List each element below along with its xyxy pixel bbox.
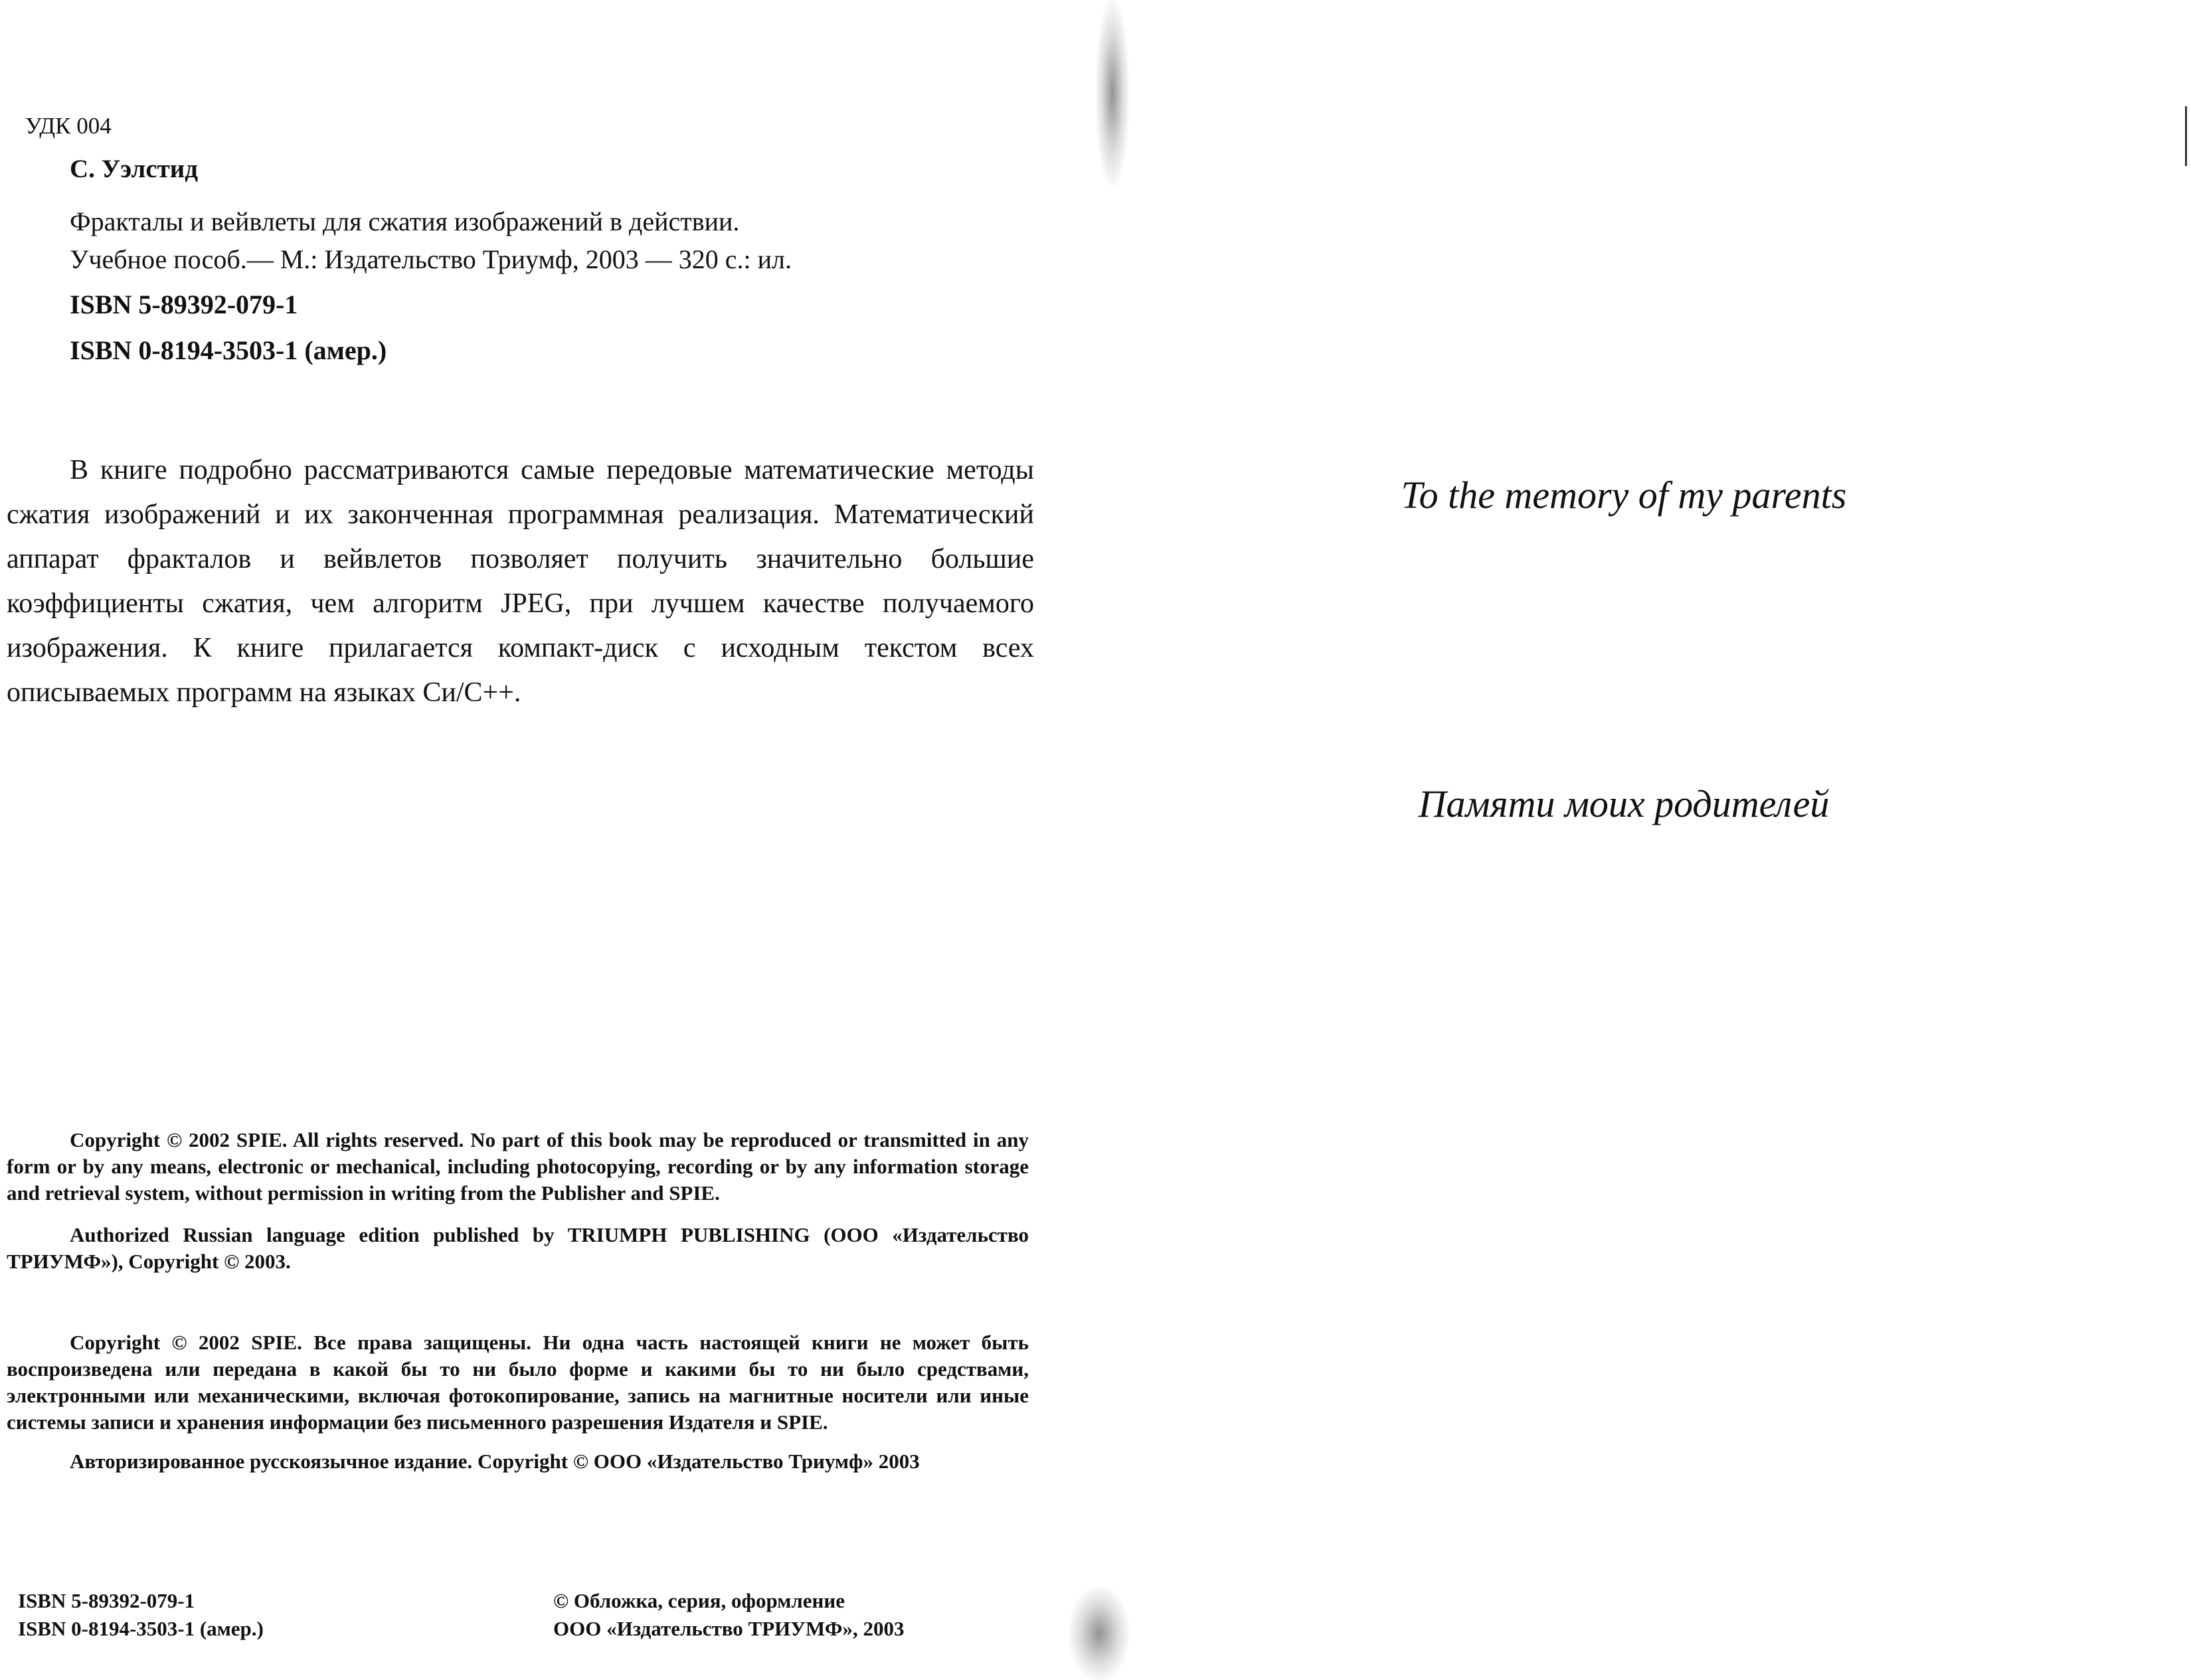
footer-cover-credit bbox=[553, 1587, 904, 1643]
title-line: Учебное пособ.— М.: Издательство Триумф, 2003 — 320 с.: ил. bbox=[70, 244, 792, 274]
footer-isbn-us: ISBN 0-8194-3503-1 (амер.) bbox=[18, 1617, 264, 1640]
scan-artifact-top bbox=[1096, 0, 1129, 186]
abstract-paragraph: В книге подробно рассматриваются самые передовые математические методы сжатия изображений и их законченная программная реализация. Математический аппарат фракталов и вейвлетов позволяет получить значительно большие коэффициенты сжатия, чем алгоритм JPEG, при лучшем качестве получаемого изображения. К книге прилагается компакт-диск с исходным текстом всех описываемых программ на языках Си/С++. bbox=[7, 455, 1034, 708]
footer-isbn-ru: ISBN 5-89392-079-1 bbox=[18, 1589, 195, 1612]
authorized-edition-russian: Авторизированное русскоязычное издание. Copyright © ООО «Издательство Триумф» 2003 bbox=[70, 1450, 920, 1473]
title-line: Фракталы и вейвлеты для сжатия изображений в действии. bbox=[70, 207, 740, 236]
copyright-russian: Copyright © 2002 SPIE. Все права защищены. Ни одна часть настоящей книги не может быть воспроизведена или передана в какой бы то ни было форме и какими бы то ни было средствами, электронными или механическими, включая фотокопирование, запись на магнитные носители или иные системы записи и хранения информации без письменного разрешения Издателя и SPIE. bbox=[7, 1331, 1029, 1434]
copyright-english: Copyright © 2002 SPIE. All rights reserved. No part of this book may be reproduced or transmitted in any form or by any means, electronic or mechanical, including photocopying, recording or by any information storage and retrieval system, without permission in writing from the Publisher and SPIE. bbox=[7, 1128, 1029, 1205]
cover-credit-line: ООО «Издательство ТРИУМФ», 2003 bbox=[553, 1617, 905, 1640]
isbn-us: ISBN 0-8194-3503-1 (амер.) bbox=[70, 335, 387, 365]
author-name: С. Уэлстид bbox=[70, 155, 198, 183]
footer-isbn bbox=[18, 1587, 264, 1643]
udk-code: УДК 004 bbox=[25, 113, 112, 139]
dedication-russian: Памяти моих родителей bbox=[1418, 782, 1830, 825]
authorized-edition-english: Authorized Russian language edition published by TRIUMPH PUBLISHING (ООО «Издательство ТРИУМФ»), Copyright © 2003. bbox=[7, 1223, 1029, 1273]
book-title bbox=[70, 203, 792, 278]
scan-artifact-bottom bbox=[1069, 1587, 1129, 1680]
dedication-english: To the memory of my parents bbox=[1401, 473, 1847, 517]
cover-credit-line: © Обложка, серия, оформление bbox=[553, 1589, 845, 1612]
isbn-ru: ISBN 5-89392-079-1 bbox=[70, 290, 298, 319]
page-edge-line bbox=[2185, 106, 2187, 166]
